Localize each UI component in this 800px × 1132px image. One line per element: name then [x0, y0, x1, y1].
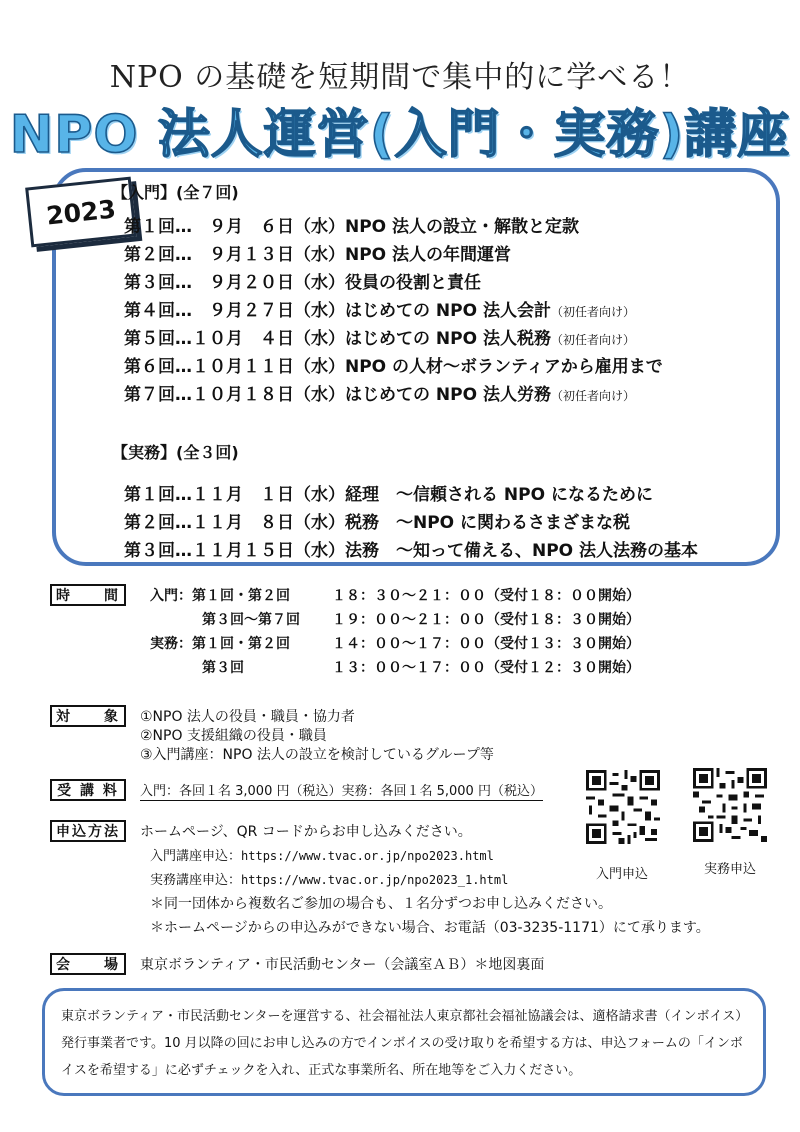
- page-title: NPO 法人運営(入門・実務)講座: [9, 105, 791, 165]
- invoice-notice: 東京ボランティア・市民活動センターを運営する、社会福祉法人東京都社会福祉協議会は、適格請求書（インボイス）発行事業者です。10 月以降の回にお申し込みの方でインボイスの受け取りを希望する方は、申込フォームの「インボイスを希望する」に必ずチェックを入れ、正式な事業所名、所在地等をご入力ください。: [42, 988, 766, 1096]
- intro-application-url[interactable]: https://www.tvac.or.jp/npo2023.html: [241, 849, 494, 863]
- time-row-1-time: １８：３０～２１：００（受付１８：００開始）: [332, 588, 640, 604]
- practical-session-3: [124, 536, 698, 561]
- application-intro-text: ホームページ、QR コードからお申し込みください。: [140, 824, 472, 840]
- time-row-3-time: １４：００～１７：００（受付１３：３０開始）: [332, 636, 640, 652]
- session-note: （初任者向け）: [550, 333, 635, 347]
- qr-code-practical[interactable]: [693, 768, 767, 842]
- session-number: 第３回…: [124, 541, 192, 561]
- session-title: 法務 ～知って備える、NPO 法人法務の基本: [345, 541, 699, 561]
- session-number: 第２回…: [124, 245, 192, 265]
- time-row-4-course: 第３回: [202, 660, 244, 676]
- session-date: ９月１３日（水）: [192, 245, 345, 265]
- session-date: １１月１５日（水）: [192, 541, 345, 561]
- practical-application-label: 実務講座申込：: [150, 873, 242, 888]
- time-row-3-course: 実務：第１回・第２回: [150, 636, 290, 652]
- time-row-2-course: 第３回～第７回: [202, 612, 300, 628]
- intro-course-heading: 【入門】(全７回): [112, 183, 239, 202]
- venue-label: 会 場: [50, 953, 126, 975]
- time-row-4-time: １３：００～１７：００（受付１２：３０開始）: [332, 660, 640, 676]
- session-number: 第５回…: [124, 329, 192, 349]
- intro-session-6: [124, 352, 663, 377]
- intro-session-3: [124, 268, 481, 293]
- target-item-2: ②NPO 支援組織の役員・職員: [140, 728, 327, 744]
- session-title: 経理 ～信頼される NPO になるために: [345, 485, 653, 505]
- session-date: １１月 ８日（水）: [192, 513, 345, 533]
- session-date: １０月 ４日（水）: [192, 329, 345, 349]
- intro-application-label: 入門講座申込：: [150, 849, 242, 864]
- session-title: はじめての NPO 法人労務: [345, 385, 551, 405]
- year-badge: 2023: [25, 177, 137, 248]
- session-number: 第６回…: [124, 357, 192, 377]
- practical-session-2: [124, 508, 630, 533]
- session-title: はじめての NPO 法人税務: [345, 329, 551, 349]
- session-title: NPO 法人の設立・解散と定款: [345, 217, 580, 237]
- practical-application-line: [150, 869, 508, 888]
- session-note: （初任者向け）: [550, 305, 635, 319]
- target-item-1: ①NPO 法人の役員・職員・協力者: [140, 709, 355, 725]
- session-number: 第７回…: [124, 385, 192, 405]
- intro-application-line: [150, 845, 494, 864]
- session-number: 第１回…: [124, 485, 192, 505]
- fee-text: 入門：各回１名 3,000 円（税込）実務：各回１名 5,000 円（税込）: [140, 780, 543, 801]
- session-date: １１月 １日（水）: [192, 485, 345, 505]
- subtitle: NPO の基礎を短期間で集中的に学べる！: [109, 60, 691, 95]
- application-note-1: ＊同一団体から複数名ご参加の場合も、１名分ずつお申し込みください。: [150, 896, 612, 912]
- practical-course-heading: 【実務】(全３回): [112, 443, 239, 462]
- qr-code-intro[interactable]: [586, 770, 660, 844]
- time-row-2-time: １９：００～２１：００（受付１８：３０開始）: [332, 612, 640, 628]
- session-date: １０月１１日（水）: [192, 357, 345, 377]
- target-label: 対 象: [50, 705, 126, 727]
- intro-session-2: [124, 240, 511, 265]
- application-label: 申込方法: [50, 820, 126, 842]
- session-title: NPO 法人の年間運営: [345, 245, 512, 265]
- intro-session-1: [124, 212, 579, 237]
- application-note-2: ＊ホームページからの申込みができない場合、お電話（03-3235-1171）にて承ります。: [150, 920, 710, 936]
- session-number: 第３回…: [124, 273, 192, 293]
- practical-session-1: [124, 480, 653, 505]
- target-item-3: ③入門講座：NPO 法人の設立を検討しているグループ等: [140, 747, 494, 763]
- qr-intro-label: 入門申込: [595, 867, 648, 882]
- session-title: NPO の人材～ボランティアから雇用まで: [345, 357, 663, 377]
- session-date: ９月 ６日（水）: [192, 217, 345, 237]
- time-row-1-course: 入門：第１回・第２回: [150, 588, 290, 604]
- intro-session-5: [124, 324, 635, 349]
- session-date: ９月２０日（水）: [192, 273, 345, 293]
- session-title: 役員の役割と責任: [345, 273, 481, 293]
- session-date: １０月１８日（水）: [192, 385, 345, 405]
- session-title: はじめての NPO 法人会計: [345, 301, 551, 321]
- intro-session-4: [124, 296, 635, 321]
- intro-session-7: [124, 380, 635, 405]
- session-number: 第４回…: [124, 301, 192, 321]
- qr-practical-label: 実務申込: [703, 862, 756, 877]
- practical-application-url[interactable]: https://www.tvac.or.jp/npo2023_1.html: [241, 873, 509, 887]
- fee-label: 受 講 料: [50, 779, 126, 801]
- session-number: 第１回…: [124, 217, 192, 237]
- time-label: 時 間: [50, 584, 126, 606]
- venue-text: 東京ボランティア・市民活動センター（会議室ＡＢ）＊地図裏面: [140, 957, 545, 973]
- session-number: 第２回…: [124, 513, 192, 533]
- session-date: ９月２７日（水）: [192, 301, 345, 321]
- session-note: （初任者向け）: [550, 389, 635, 403]
- session-title: 税務 ～NPO に関わるさまざまな税: [345, 513, 631, 533]
